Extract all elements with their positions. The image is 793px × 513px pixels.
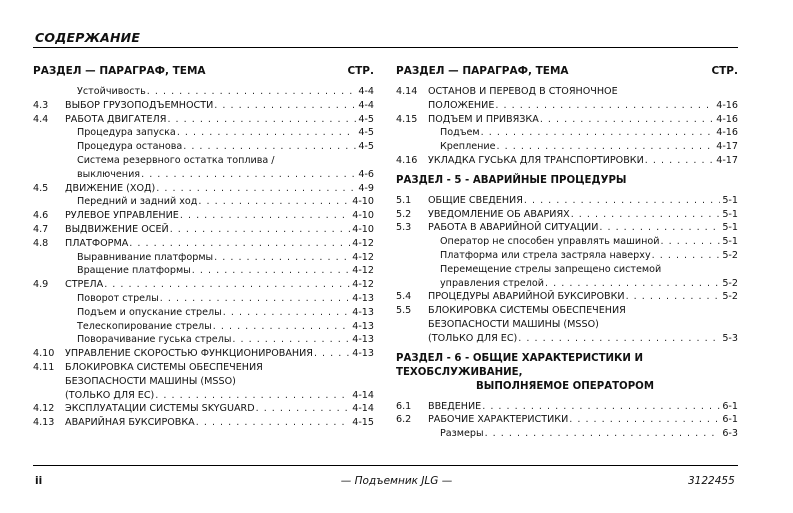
- toc-entry-page: 6-3: [722, 428, 738, 440]
- toc-entry-number: 4.4: [33, 113, 49, 125]
- toc-entry[interactable]: [396, 304, 738, 318]
- toc-entry-title: ПЛАТФОРМА: [65, 237, 129, 249]
- toc-entry-number: 4.6: [33, 210, 49, 222]
- toc-entry-page: 4-12: [352, 237, 374, 249]
- top-divider: [33, 47, 738, 48]
- toc-entry[interactable]: [396, 263, 738, 277]
- dot-leader: [569, 413, 720, 427]
- toc-entry[interactable]: [33, 389, 374, 403]
- toc-entry-title: Оператор не способен управлять машиной: [440, 236, 660, 248]
- dot-leader: [232, 333, 350, 347]
- dot-leader: [183, 140, 356, 154]
- toc-entry-page: 5-1: [722, 236, 738, 248]
- toc-entry-title: Вращение платформы: [77, 265, 191, 277]
- toc-entry-number: 4.10: [33, 348, 55, 360]
- toc-entry-page: 4-4: [358, 86, 374, 97]
- toc-entry-title: Платформа или стрела застряла наверху: [440, 249, 651, 261]
- toc-entry-page: 5-1: [722, 194, 738, 206]
- footer-page-number: ii: [35, 475, 43, 487]
- toc-entry-title: АВАРИЙНАЯ БУКСИРОВКА: [65, 417, 195, 429]
- toc-entry-title: РАБОТА ДВИГАТЕЛЯ: [65, 113, 167, 125]
- toc-entry-number: 5.4: [396, 291, 412, 303]
- toc-entry-page: 4-15: [352, 417, 374, 429]
- toc-entry-page: 6-1: [722, 400, 738, 412]
- toc-entry-number: 4.12: [33, 403, 55, 415]
- toc-entry-number: 4.15: [396, 113, 418, 125]
- toc-entry[interactable]: [396, 249, 738, 263]
- toc-entry[interactable]: [396, 194, 738, 208]
- dot-leader: [223, 306, 350, 320]
- toc-entry-title: ПРОЦЕДУРЫ АВАРИЙНОЙ БУКСИРОВКИ: [428, 291, 625, 303]
- column-header-title: РАЗДЕЛ — ПАРАГРАФ, ТЕМА: [33, 65, 206, 77]
- toc-entry-title: управления стрелой: [440, 277, 545, 289]
- toc-entry-title: Телескопирование стрелы: [77, 320, 212, 332]
- toc-entry-title: УВЕДОМЛЕНИЕ ОБ АВАРИЯХ: [428, 208, 570, 220]
- toc-entry-page: 4-14: [352, 389, 374, 401]
- toc-entry-page: 4-12: [352, 265, 374, 277]
- toc-entry-title: Поворот стрелы: [77, 292, 159, 304]
- dot-leader: [180, 209, 350, 223]
- toc-entry[interactable]: [33, 278, 374, 292]
- toc-entry-number: 4.5: [33, 182, 49, 194]
- toc-entry-page: 4-17: [716, 141, 738, 153]
- dot-leader: [485, 427, 721, 441]
- footer-doc-number: 3122455: [688, 475, 735, 487]
- dot-leader: [518, 332, 720, 346]
- toc-entry-page: 5-1: [722, 222, 738, 234]
- dot-leader: [571, 208, 721, 222]
- toc-entry[interactable]: [33, 416, 374, 430]
- toc-entry[interactable]: [33, 182, 374, 196]
- column-header-page: СТР.: [711, 65, 738, 77]
- dot-leader: [170, 223, 351, 237]
- dot-leader: [540, 113, 714, 127]
- page-title: СОДЕРЖАНИЕ: [35, 30, 141, 45]
- toc-entry-number: 4.8: [33, 237, 49, 249]
- toc-entry-title: ЭКСПЛУАТАЦИИ СИСТЕМЫ SKYGUARD: [65, 403, 255, 415]
- toc-entry[interactable]: [33, 402, 374, 416]
- toc-left-column: [33, 65, 374, 430]
- bottom-divider: [33, 465, 738, 466]
- dot-leader: [155, 389, 350, 403]
- toc-entry[interactable]: [33, 140, 374, 154]
- toc-entry-page: 4-12: [352, 251, 374, 263]
- toc-entry[interactable]: [33, 85, 374, 99]
- toc-entry-title: БЛОКИРОВКА СИСТЕМЫ ОБЕСПЕЧЕНИЯ: [428, 305, 626, 317]
- toc-entry-number: 4.11: [33, 361, 55, 373]
- toc-entry[interactable]: [33, 347, 374, 361]
- toc-entry[interactable]: [33, 333, 374, 347]
- toc-entry-page: 6-1: [722, 414, 738, 426]
- toc-entry-title: Система резервного остатка топлива /: [77, 154, 275, 166]
- toc-entry-title: Перемещение стрелы запрещено системой: [440, 263, 662, 275]
- dot-leader: [147, 85, 357, 99]
- toc-entry[interactable]: [396, 400, 738, 414]
- toc-list: [396, 194, 738, 346]
- toc-entry-page: 4-17: [716, 154, 738, 166]
- toc-entry-title: Подъем: [440, 127, 480, 139]
- toc-entry-page: 4-6: [358, 168, 374, 180]
- toc-entry-title: ВЫБОР ГРУЗОПОДЪЕМНОСТИ: [65, 99, 214, 111]
- toc-entry-page: 4-10: [352, 210, 374, 222]
- dot-leader: [256, 402, 351, 416]
- toc-entry-number: 4.3: [33, 99, 49, 111]
- toc-entry-title: ДВИЖЕНИЕ (ХОД): [65, 182, 156, 194]
- toc-entry-page: 4-4: [358, 99, 374, 111]
- dot-leader: [482, 400, 720, 414]
- dot-leader: [214, 99, 356, 113]
- toc-entry-number: 5.1: [396, 194, 412, 206]
- toc-entry-page: 4-16: [716, 99, 738, 111]
- toc-entry[interactable]: [33, 375, 374, 389]
- toc-entry-page: 4-13: [352, 292, 374, 304]
- dot-leader: [545, 277, 720, 291]
- toc-entry[interactable]: [396, 318, 738, 332]
- toc-entry-title: Устойчивость: [77, 86, 146, 97]
- toc-entry[interactable]: [396, 154, 738, 168]
- dot-leader: [196, 416, 350, 430]
- section-6-heading-line2: ВЫПОЛНЯЕМОЕ ОПЕРАТОРОМ: [476, 380, 654, 392]
- toc-entry-number: 6.2: [396, 414, 412, 426]
- toc-entry[interactable]: [396, 113, 738, 127]
- dot-leader: [129, 237, 350, 251]
- dot-leader: [167, 113, 356, 127]
- toc-entry-title: (ТОЛЬКО ДЛЯ ЕС): [65, 389, 155, 401]
- toc-entry-title: Процедура останова: [77, 141, 183, 153]
- toc-entry-title: выключения: [77, 168, 141, 180]
- toc-entry-number: 4.9: [33, 279, 49, 291]
- dot-leader: [314, 347, 350, 361]
- toc-entry[interactable]: [33, 195, 374, 209]
- toc-entry-number: 5.5: [396, 305, 412, 317]
- toc-entry-title: УКЛАДКА ГУСЬКА ДЛЯ ТРАНСПОРТИРОВКИ: [428, 154, 644, 166]
- section-5-heading: РАЗДЕЛ - 5 - АВАРИЙНЫЕ ПРОЦЕДУРЫ: [396, 174, 627, 186]
- toc-entry[interactable]: [396, 413, 738, 427]
- toc-entry[interactable]: [33, 113, 374, 127]
- toc-entry[interactable]: [33, 361, 374, 375]
- toc-entry-page: 4-5: [358, 141, 374, 153]
- toc-entry-page: 4-9: [358, 182, 374, 194]
- toc-entry-number: 5.2: [396, 208, 412, 220]
- dot-leader: [156, 182, 356, 196]
- toc-entry-title: ПОЛОЖЕНИЕ: [428, 99, 495, 111]
- toc-entry[interactable]: [396, 277, 738, 291]
- toc-entry-page: 4-13: [352, 334, 374, 346]
- toc-entry-title: СТРЕЛА: [65, 279, 104, 291]
- column-header-page: СТР.: [347, 65, 374, 77]
- toc-entry[interactable]: [33, 168, 374, 182]
- toc-entry-page: 4-13: [352, 348, 374, 360]
- toc-entry[interactable]: [33, 237, 374, 251]
- toc-entry-number: 4.14: [396, 86, 418, 97]
- dot-leader: [198, 195, 350, 209]
- toc-entry[interactable]: [396, 235, 738, 249]
- toc-entry-page: 4-10: [352, 223, 374, 235]
- toc-entry-number: 4.13: [33, 417, 55, 429]
- toc-entry-title: РАБОТА В АВАРИЙНОЙ СИТУАЦИИ: [428, 222, 599, 234]
- toc-entry-title: БЕЗОПАСНОСТИ МАШИНЫ (MSSO): [65, 375, 236, 387]
- toc-entry[interactable]: [33, 154, 374, 168]
- toc-entry-title: ВЫДВИЖЕНИЕ ОСЕЙ: [65, 223, 169, 235]
- toc-entry-page: 4-5: [358, 127, 374, 139]
- toc-entry-title: ОБЩИЕ СВЕДЕНИЯ: [428, 194, 523, 206]
- toc-entry-page: 4-16: [716, 113, 738, 125]
- toc-entry-title: РУЛЕВОЕ УПРАВЛЕНИЕ: [65, 210, 179, 222]
- toc-entry-page: 4-16: [716, 127, 738, 139]
- toc-entry[interactable]: [33, 306, 374, 320]
- toc-entry-title: Поворачивание гуська стрелы: [77, 334, 232, 346]
- toc-entry-page: 5-2: [722, 249, 738, 261]
- toc-entry[interactable]: [33, 251, 374, 265]
- dot-leader: [177, 126, 357, 140]
- toc-entry[interactable]: [33, 126, 374, 140]
- toc-entry-title: ПОДЪЕМ И ПРИВЯЗКА: [428, 113, 539, 125]
- toc-entry-page: 5-2: [722, 291, 738, 303]
- toc-entry-title: БЕЗОПАСНОСТИ МАШИНЫ (MSSO): [428, 318, 599, 330]
- toc-entry[interactable]: [396, 332, 738, 346]
- dot-leader: [213, 320, 350, 334]
- toc-entry[interactable]: [33, 209, 374, 223]
- column-header-title: РАЗДЕЛ — ПАРАГРАФ, ТЕМА: [396, 65, 569, 77]
- toc-entry-page: 4-10: [352, 196, 374, 208]
- toc-entry[interactable]: [396, 140, 738, 154]
- toc-entry[interactable]: [33, 99, 374, 113]
- toc-entry-number: 4.7: [33, 223, 49, 235]
- toc-entry-page: 4-13: [352, 320, 374, 332]
- section-6-heading: [396, 352, 738, 394]
- toc-entry-page: 5-3: [722, 332, 738, 344]
- toc-entry[interactable]: [396, 99, 738, 113]
- toc-entry[interactable]: [33, 264, 374, 278]
- toc-right-column: [396, 65, 738, 441]
- toc-entry-title: ОСТАНОВ И ПЕРЕВОД В СТОЯНОЧНОЕ: [428, 86, 618, 97]
- toc-entry[interactable]: [396, 221, 738, 235]
- section-6-heading-line1: РАЗДЕЛ - 6 - ОБЩИЕ ХАРАКТЕРИСТИКИ И ТЕХОБСЛУЖИВАНИЕ,: [396, 352, 643, 378]
- toc-entry[interactable]: [33, 320, 374, 334]
- toc-entry-title: УПРАВЛЕНИЕ СКОРОСТЬЮ ФУНКЦИОНИРОВАНИЯ: [65, 348, 313, 360]
- toc-entry[interactable]: [33, 223, 374, 237]
- footer-title: — Подъемник JLG —: [340, 475, 453, 487]
- toc-list: [396, 85, 738, 168]
- toc-entry-title: БЛОКИРОВКА СИСТЕМЫ ОБЕСПЕЧЕНИЯ: [65, 361, 263, 373]
- dot-leader: [599, 221, 720, 235]
- toc-entry-page: 4-5: [358, 113, 374, 125]
- dot-leader: [652, 249, 721, 263]
- toc-entry-title: (ТОЛЬКО ДЛЯ ЕС): [428, 332, 518, 344]
- toc-entry[interactable]: [396, 208, 738, 222]
- dot-leader: [160, 292, 350, 306]
- toc-list: [33, 85, 374, 430]
- dot-leader: [661, 235, 721, 249]
- toc-entry-page: 4-14: [352, 403, 374, 415]
- toc-list: [396, 400, 738, 441]
- column-header: [396, 65, 738, 79]
- dot-leader: [481, 126, 715, 140]
- toc-entry[interactable]: [396, 85, 738, 99]
- dot-leader: [495, 99, 714, 113]
- dot-leader: [497, 140, 715, 154]
- dot-leader: [524, 194, 720, 208]
- toc-entry-page: 4-13: [352, 306, 374, 318]
- toc-entry[interactable]: [396, 126, 738, 140]
- dot-leader: [626, 290, 721, 304]
- dot-leader: [141, 168, 356, 182]
- toc-entry-title: Крепление: [440, 141, 496, 153]
- column-header: [33, 65, 374, 79]
- dot-leader: [214, 251, 350, 265]
- toc-entry-number: 5.3: [396, 222, 412, 234]
- toc-entry-title: ВВЕДЕНИЕ: [428, 400, 482, 412]
- dot-leader: [645, 154, 714, 168]
- toc-entry-title: РАБОЧИЕ ХАРАКТЕРИСТИКИ: [428, 414, 569, 426]
- toc-entry[interactable]: [396, 290, 738, 304]
- toc-entry-title: Процедура запуска: [77, 127, 176, 139]
- toc-entry-title: Передний и задний ход: [77, 196, 198, 208]
- toc-entry[interactable]: [33, 292, 374, 306]
- dot-leader: [104, 278, 350, 292]
- toc-entry-page: 4-12: [352, 279, 374, 291]
- toc-entry-title: Размеры: [440, 428, 484, 440]
- toc-entry-title: Выравнивание платформы: [77, 251, 214, 263]
- toc-entry-page: 5-2: [722, 277, 738, 289]
- toc-entry[interactable]: [396, 427, 738, 441]
- toc-entry-number: 4.16: [396, 154, 418, 166]
- toc-entry-title: Подъем и опускание стрелы: [77, 306, 222, 318]
- toc-entry-number: 6.1: [396, 400, 412, 412]
- dot-leader: [192, 264, 350, 278]
- toc-entry-page: 5-1: [722, 208, 738, 220]
